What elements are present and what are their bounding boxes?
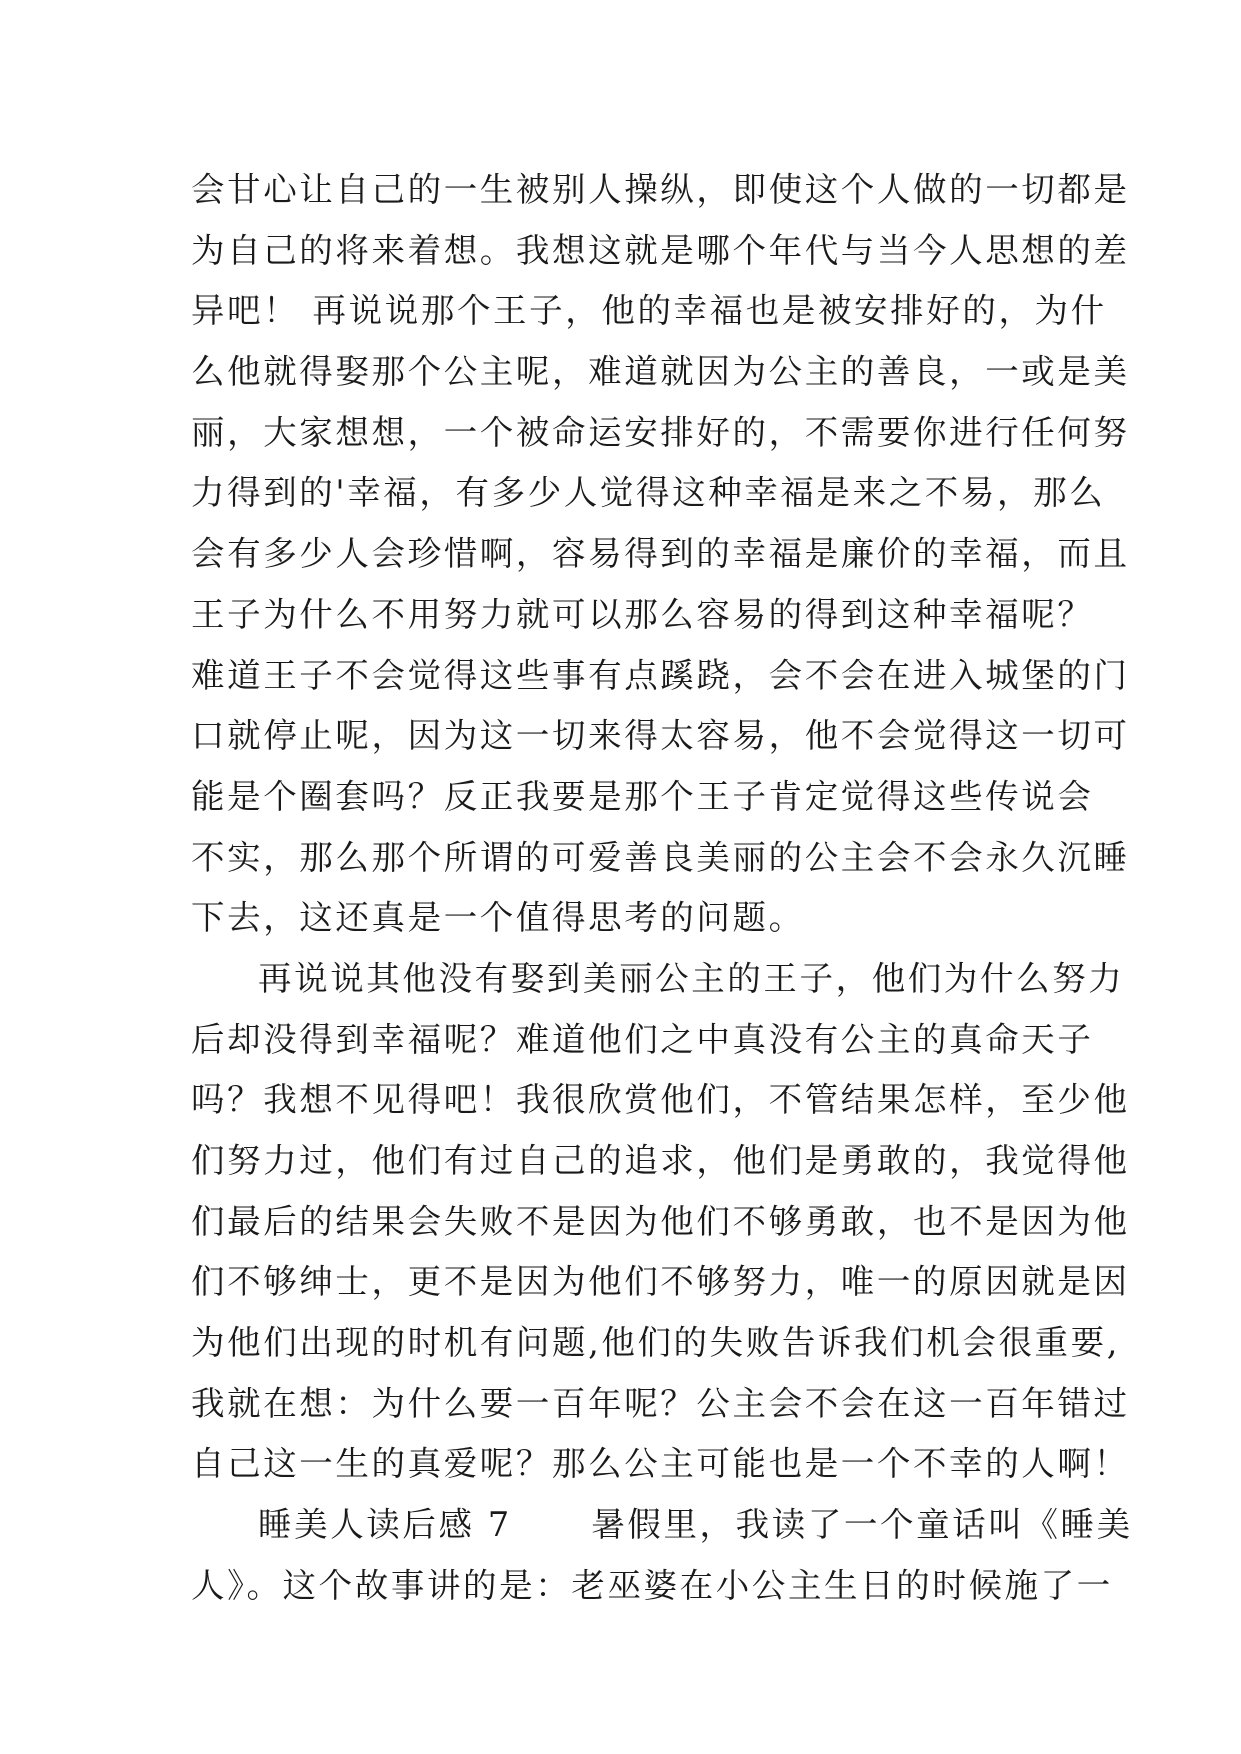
- text-line: 力得到的'幸福，有多少人觉得这种幸福是来之不易，那么: [191, 473, 1106, 513]
- text-line: 能是个圈套吗？反正我要是那个王子肯定觉得这些传说会: [191, 776, 1094, 816]
- paragraph-2: [191, 949, 1130, 1495]
- paragraph-1: [191, 160, 1130, 949]
- text-line: 再说说其他没有娶到美丽公主的王子，他们为什么努力: [258, 958, 1125, 998]
- text-line: 会甘心让自己的一生被别人操纵，即使这个人做的一切都是: [191, 170, 1130, 209]
- text-line: 为自己的将来着想。我想这就是哪个年代与当今人思想的差: [191, 230, 1130, 270]
- text-line: 人》。这个故事讲的是：老巫婆在小公主生日的时候施了一: [191, 1565, 1113, 1605]
- text-line: 丽，大家想想，一个被命运安排好的，不需要你进行任何努: [191, 412, 1130, 452]
- text-line: 难道王子不会觉得这些事有点蹊跷，会不会在进入城堡的门: [191, 655, 1130, 695]
- text-line: 异吧！ 再说说那个王子，他的幸福也是被安排好的，为什: [191, 291, 1107, 331]
- text-line: 们努力过，他们有过自己的追求，他们是勇敢的，我觉得他: [191, 1141, 1130, 1180]
- text-line: 自己这一生的真爱呢？那么公主可能也是一个不幸的人啊！: [191, 1444, 1130, 1484]
- text-line: 口就停止呢，因为这一切来得太容易，他不会觉得这一切可: [191, 716, 1130, 756]
- text-line: 会有多少人会珍惜啊，容易得到的幸福是廉价的幸福，而且: [191, 534, 1130, 574]
- text-line: 们最后的结果会失败不是因为他们不够勇敢，也不是因为他: [191, 1201, 1130, 1241]
- text-line: 王子为什么不用努力就可以那么容易的得到这种幸福呢？: [191, 594, 1094, 634]
- text-line: 为他们出现的时机有问题,他们的失败告诉我们机会很重要,: [191, 1323, 1120, 1363]
- text-line: 下去，这还真是一个值得思考的问题。: [191, 898, 805, 938]
- text-line: 不实，那么那个所谓的可爱善良美丽的公主会不会永久沉睡: [191, 837, 1130, 877]
- text-line: 睡美人读后感 7 暑假里，我读了一个童话叫《睡美: [258, 1505, 1133, 1545]
- text-line: 们不够绅士，更不是因为他们不够努力，唯一的原因就是因: [191, 1262, 1130, 1302]
- text-line: 后却没得到幸福呢？难道他们之中真没有公主的真命天子: [191, 1019, 1094, 1059]
- text-line: 吗？我想不见得吧！我很欣赏他们，不管结果怎样，至少他: [191, 1080, 1130, 1120]
- text-line: 么他就得娶那个公主呢，难道就因为公主的善良，一或是美: [191, 352, 1130, 392]
- paragraph-3: [191, 1495, 1133, 1616]
- body-text: [191, 160, 1133, 1617]
- text-line: 我就在想：为什么要一百年呢？公主会不会在这一百年错过: [191, 1383, 1130, 1423]
